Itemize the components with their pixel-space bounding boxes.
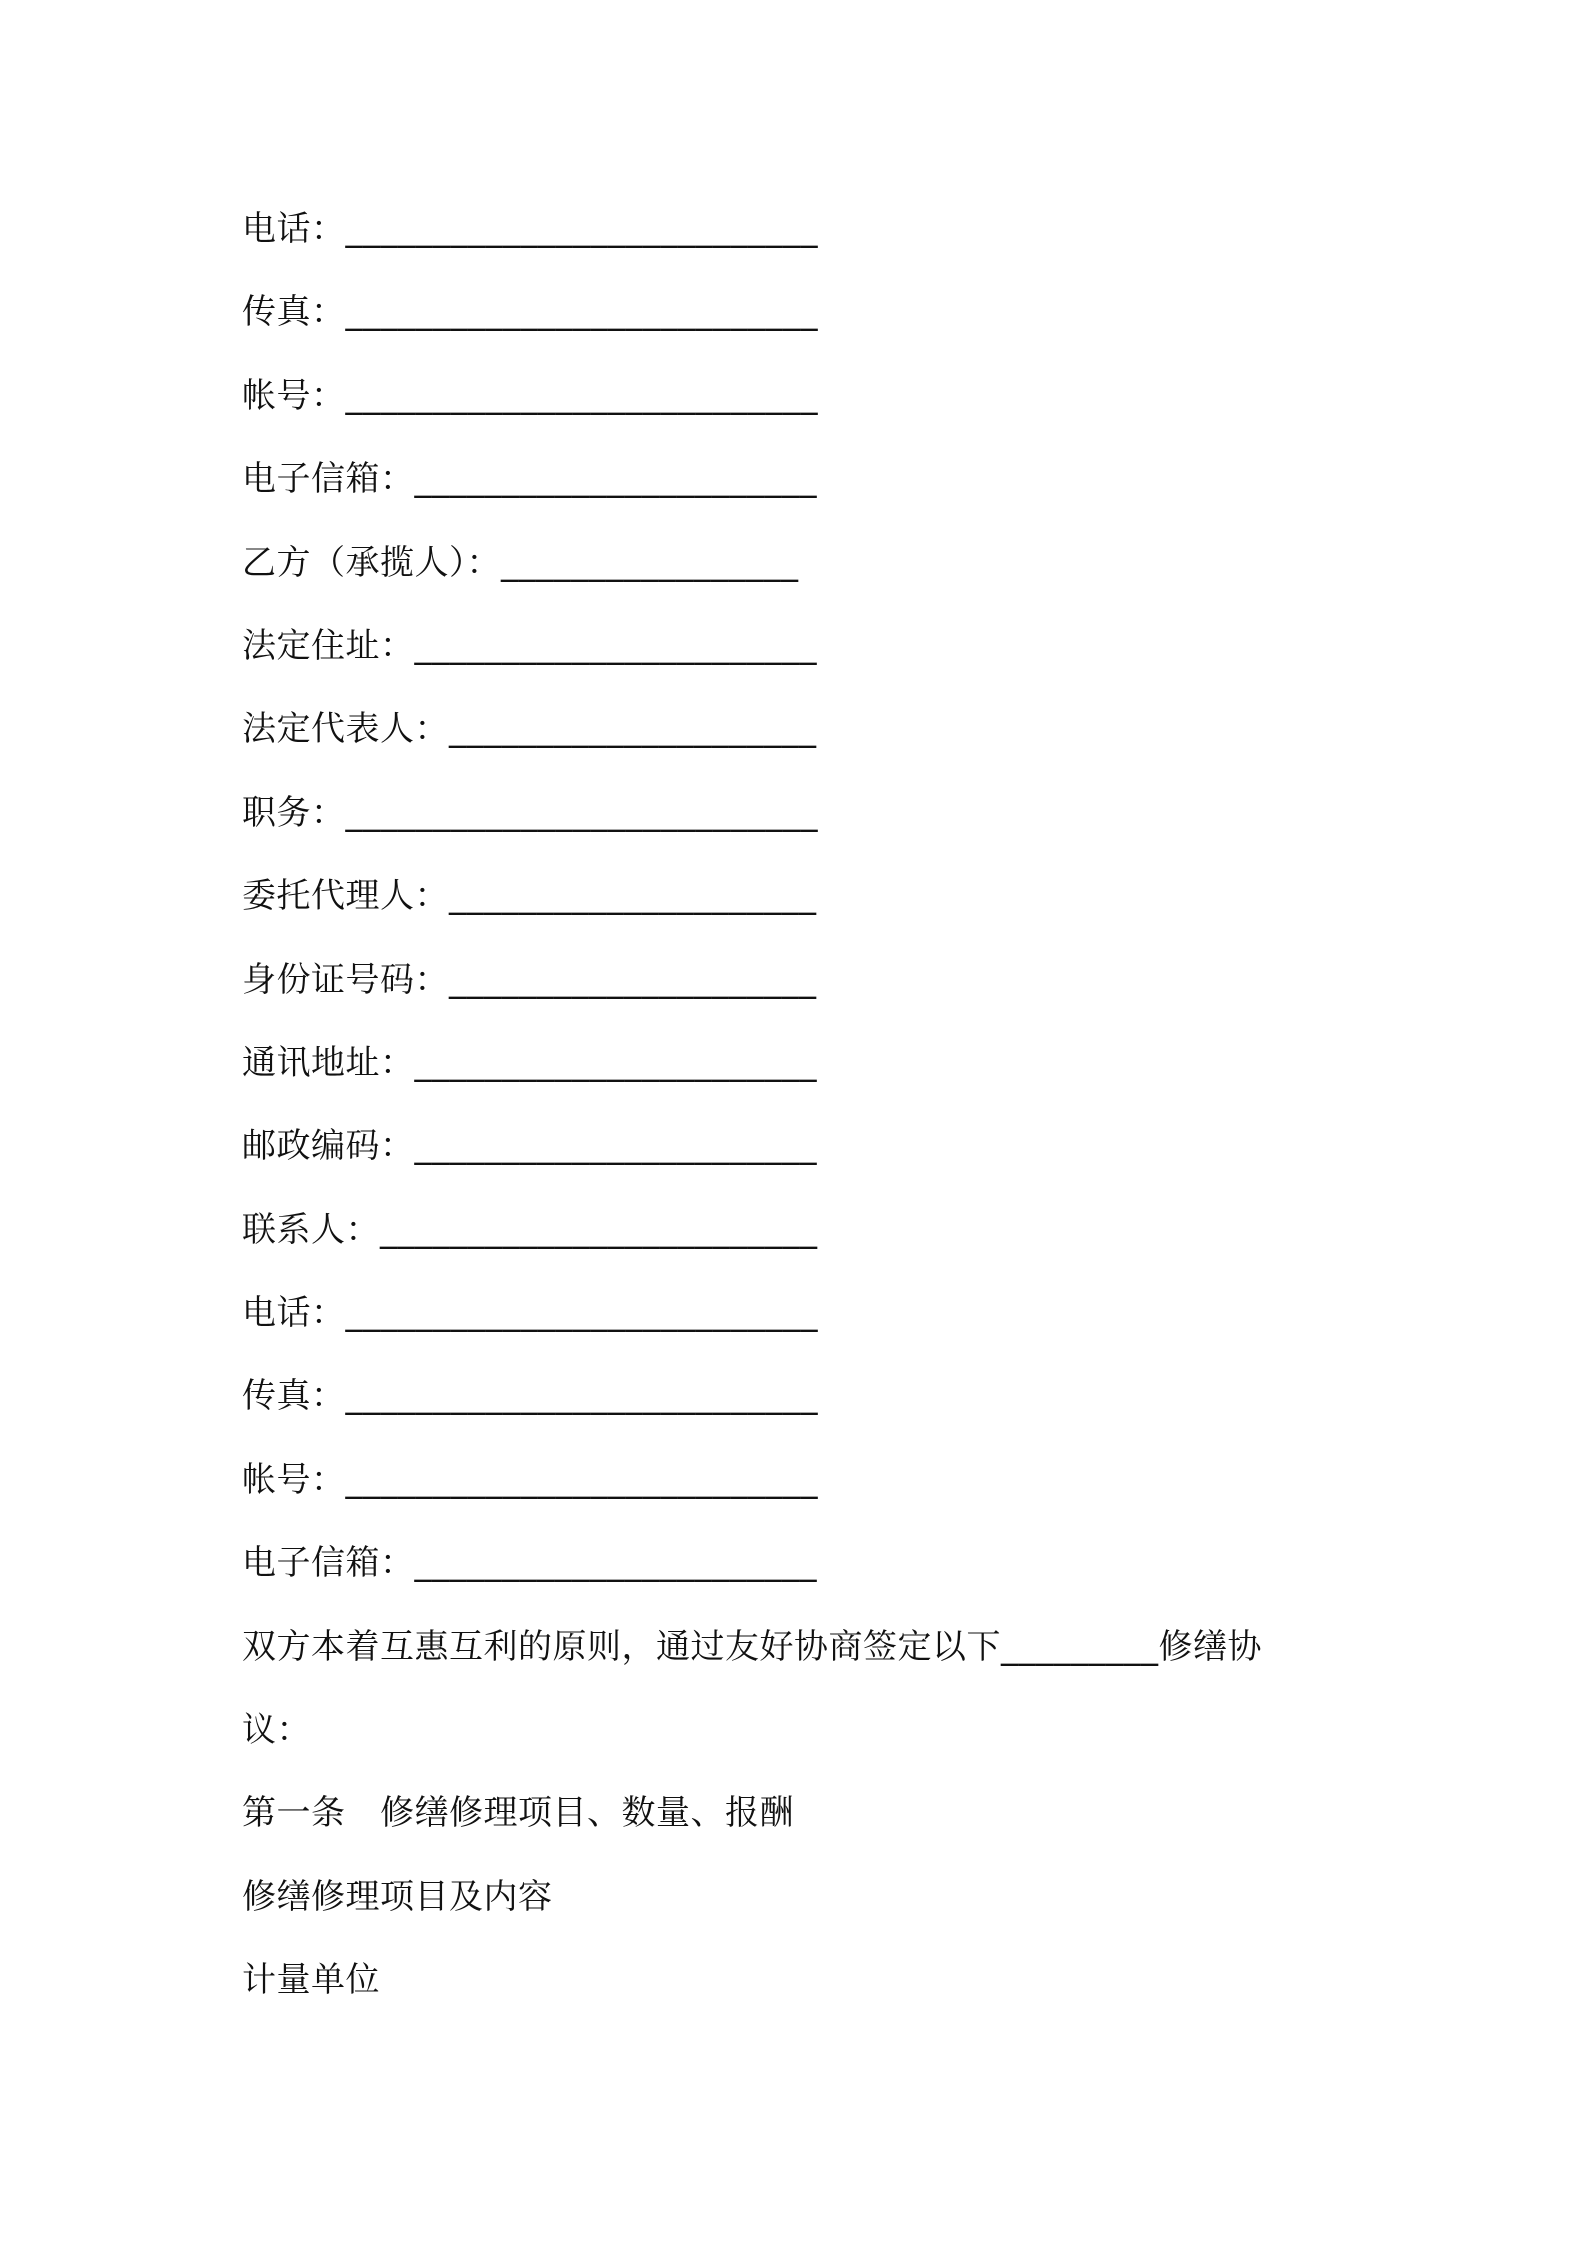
field-line-account: 帐号：___________________________	[242, 375, 818, 416]
field-line-id-number: 身份证号码：_____________________	[242, 959, 817, 1000]
field-line-fax: 传真：___________________________	[242, 292, 818, 333]
agreement-paragraph-line-2: 议：	[242, 1710, 311, 1751]
field-line-account-b: 帐号：___________________________	[242, 1459, 818, 1500]
repair-items-heading: 修缮修理项目及内容	[242, 1876, 553, 1917]
field-line-fax-b: 传真：___________________________	[242, 1376, 818, 1417]
field-line-mailing-address: 通讯地址：_______________________	[242, 1042, 817, 1083]
field-line-legal-address: 法定住址：_______________________	[242, 625, 817, 666]
field-line-party-b: 乙方（承揽人）：_________________	[242, 542, 799, 583]
field-line-postal-code: 邮政编码：_______________________	[242, 1126, 817, 1167]
field-line-email: 电子信箱：_______________________	[242, 459, 817, 500]
field-line-contact: 联系人：_________________________	[242, 1209, 818, 1250]
agreement-paragraph-line-1: 双方本着互惠互利的原则，通过友好协商签定以下_________修缮协	[242, 1626, 1262, 1667]
field-line-agent: 委托代理人：_____________________	[242, 876, 817, 917]
document-page	[242, 200, 1372, 2035]
unit-heading: 计量单位	[242, 1960, 380, 2001]
field-line-position: 职务：___________________________	[242, 792, 818, 833]
field-line-email-b: 电子信箱：_______________________	[242, 1543, 817, 1584]
field-line-legal-representative: 法定代表人：_____________________	[242, 709, 817, 750]
field-line-phone: 电话：___________________________	[242, 209, 818, 249]
field-line-phone-b: 电话：___________________________	[242, 1293, 818, 1334]
article-one-heading: 第一条 修缮修理项目、数量、报酬	[242, 1793, 794, 1834]
